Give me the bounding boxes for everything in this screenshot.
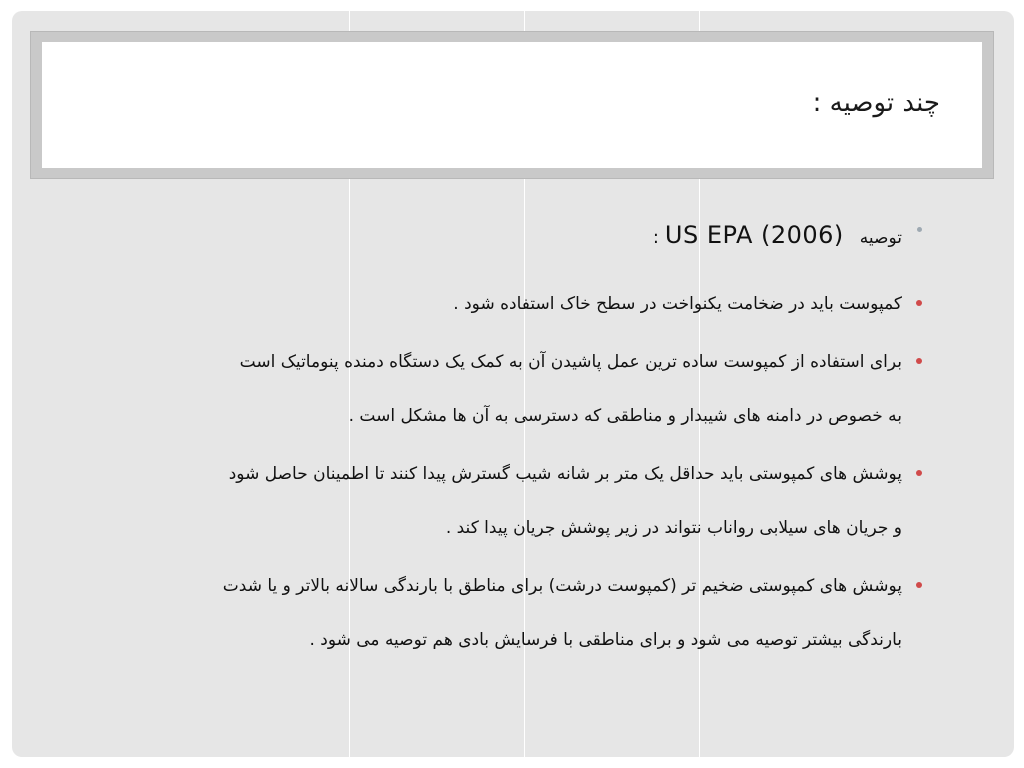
bullet-icon <box>916 300 922 306</box>
list-item-text: برای استفاده از کمپوست ساده ترین عمل پاشیدن آن به کمک یک دستگاه دمنده پنوماتیک است <box>239 352 902 372</box>
list-item-text: کمپوست باید در ضخامت یکنواخت در سطح خاک استفاده شود . <box>453 294 902 314</box>
list-item <box>92 559 902 667</box>
slide <box>12 11 1014 757</box>
recommendation-colon: : <box>652 227 659 248</box>
bullet-icon <box>917 227 922 232</box>
bullet-icon <box>916 582 922 588</box>
list-item-text: به خصوص در دامنه های شیبدار و مناطقی که دسترسی به آن ها مشکل است . <box>348 406 902 426</box>
bullet-icon <box>916 358 922 364</box>
bullet-icon <box>916 470 922 476</box>
slide-title: چند توصیه : <box>812 88 940 118</box>
list-item <box>92 277 902 331</box>
list-item <box>92 447 902 555</box>
recommendation-label: توصیه <box>859 228 902 248</box>
title-frame <box>30 31 994 179</box>
title-box <box>42 42 982 168</box>
list-item <box>92 335 902 443</box>
recommendation-heading <box>92 221 902 261</box>
list-item-text: بارندگی بیشتر توصیه می شود و برای مناطقی با فرسایش بادی هم توصیه می شود . <box>309 630 902 650</box>
list-item-text: و جریان های سیلابی رواناب نتواند در زیر پوشش جریان پیدا کند . <box>445 518 902 538</box>
recommendation-list <box>92 277 902 667</box>
slide-content <box>92 221 902 671</box>
list-item-text: پوشش های کمپوستی باید حداقل یک متر بر شانه شیب گسترش پیدا کنند تا اطمینان حاصل شود <box>228 464 902 484</box>
list-item-text: پوشش های کمپوستی ضخیم تر (کمپوست درشت) برای مناطق با بارندگی سالانه بالاتر و یا شدت <box>222 576 902 596</box>
recommendation-source: US EPA (2006) <box>664 221 844 249</box>
